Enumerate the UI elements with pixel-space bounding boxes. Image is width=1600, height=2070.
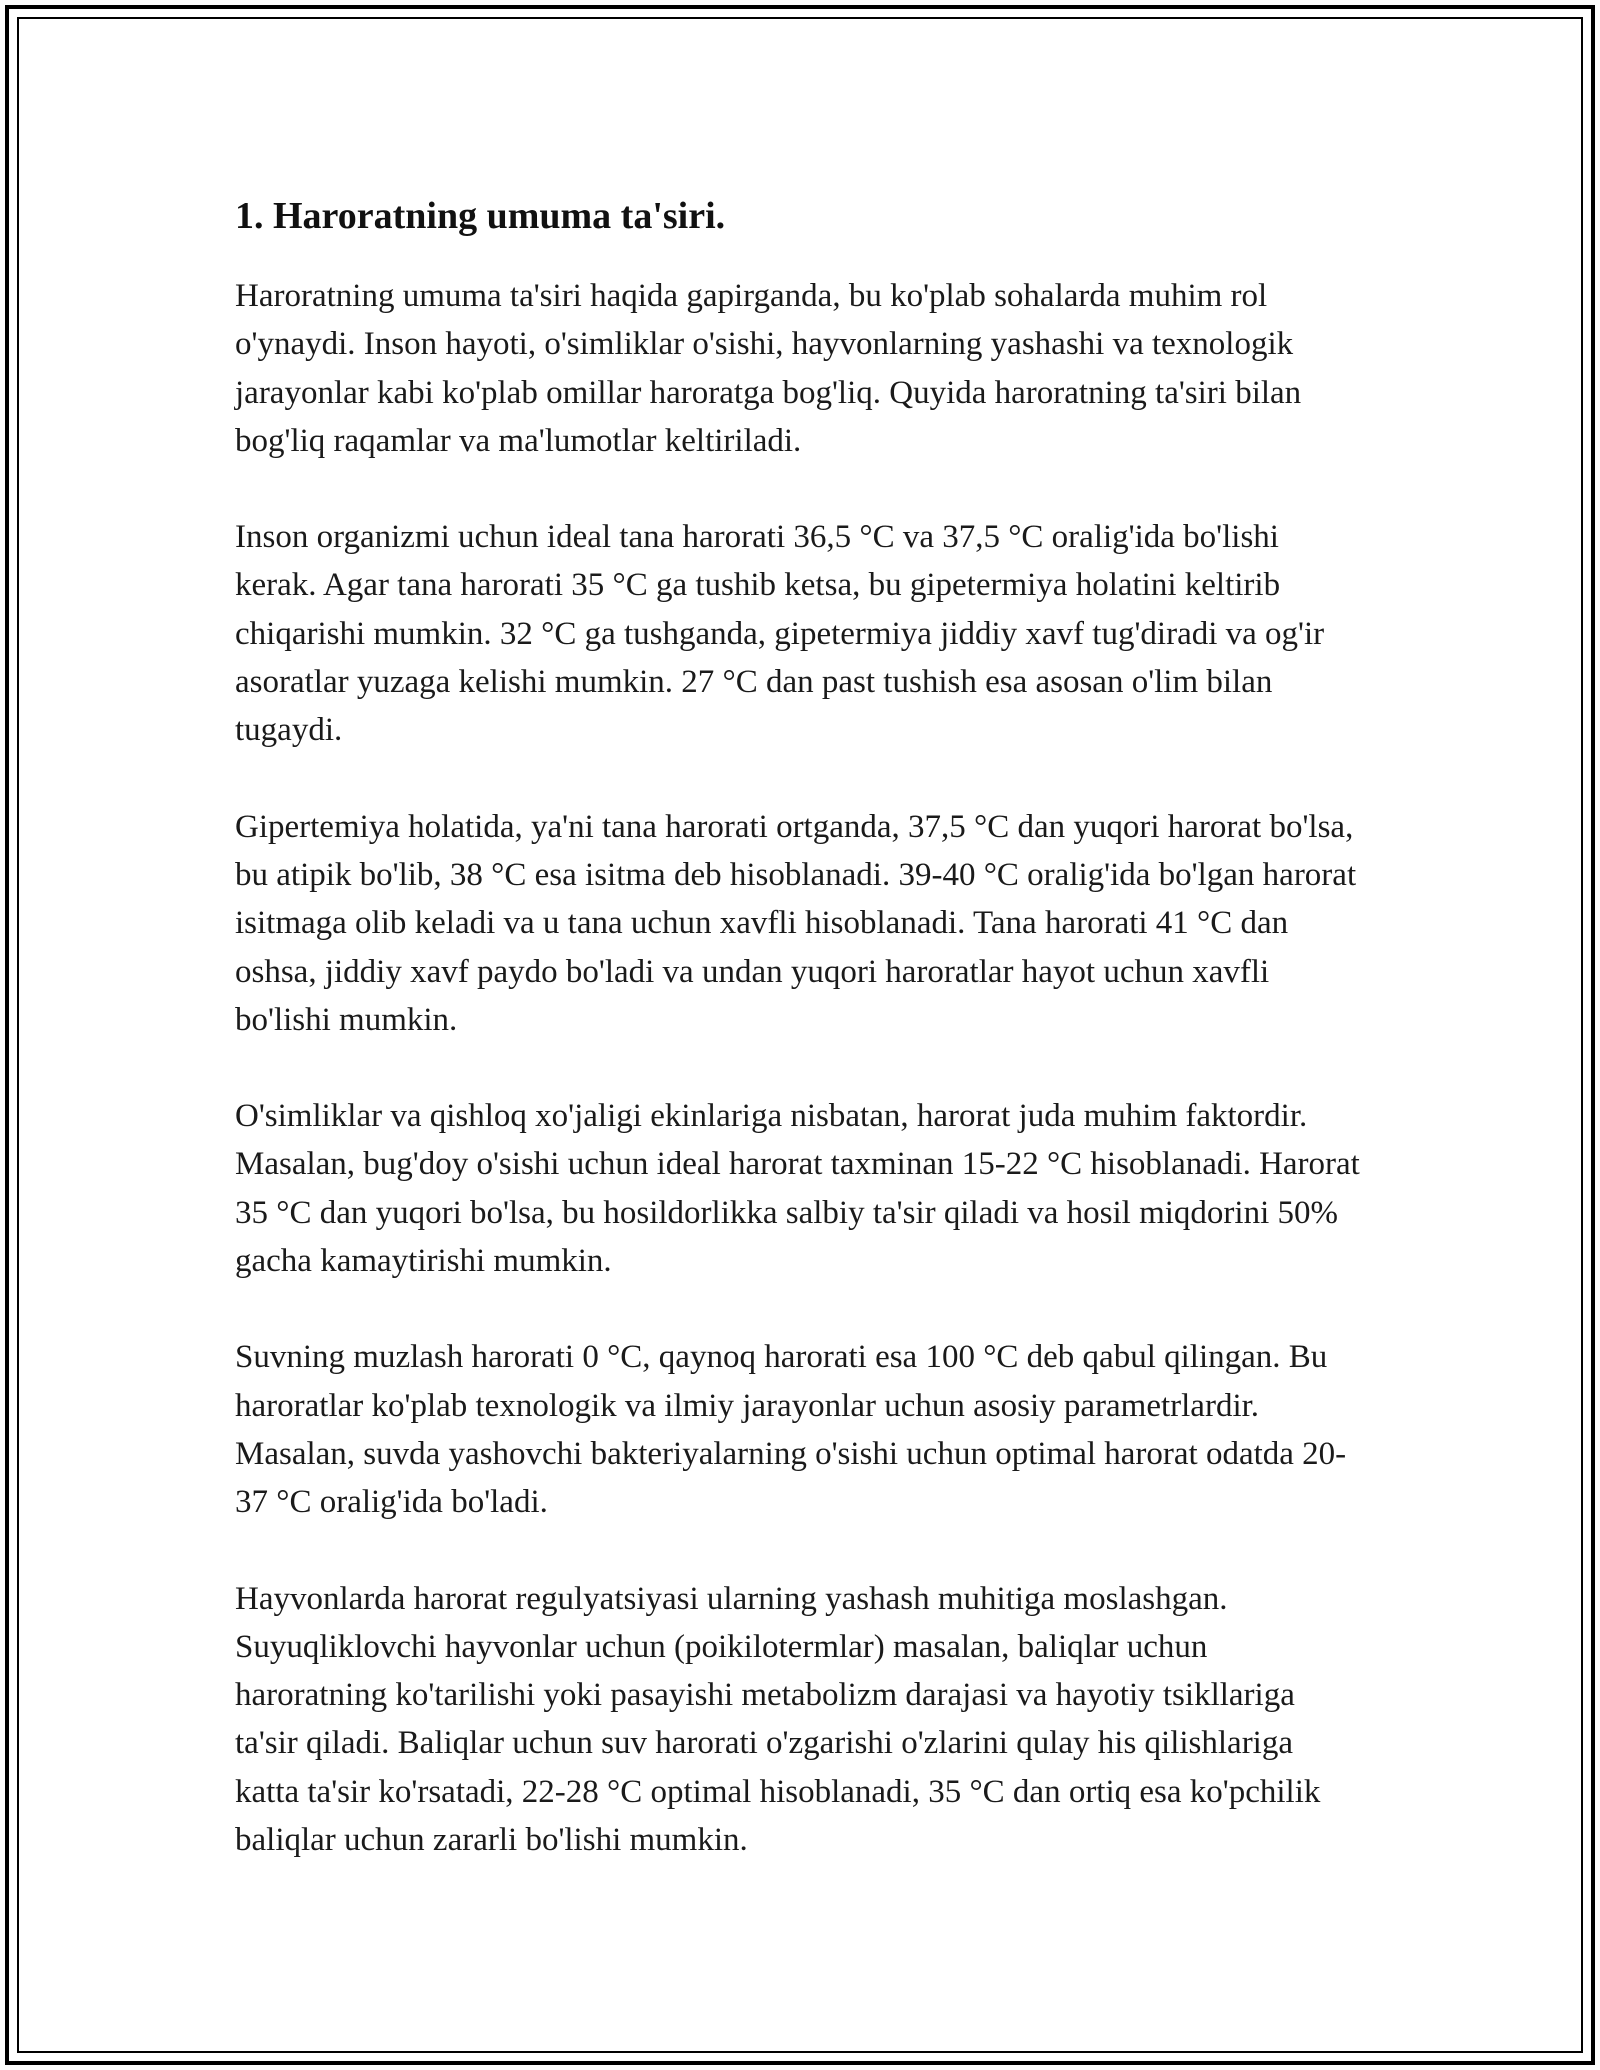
paragraph-water: Suvning muzlash harorati 0 °C, qaynoq harorati esa 100 °C deb qabul qilingan. Bu haroratlar ko'plab texnologik va ilmiy jarayonlar uchun asosiy parametrlardir. Masalan, suvda yashovchi bakteriyalarning o'sishi uchun optimal harorat odatda 20-37 °C oralig'ida bo'ladi.: [235, 1339, 1347, 1521]
paragraph-plants: O'simliklar va qishloq xo'jaligi ekinlariga nisbatan, harorat juda muhim faktordir. Masalan, bug'doy o'sishi uchun ideal harorat taxminan 15-22 °C hisoblanadi. Harorat 35 °C dan yuqori bo'lsa, bu hosildorlikka salbiy ta'sir qiladi va hosil miqdorini 50% gacha kamaytirishi mumkin.: [235, 1098, 1360, 1280]
paragraph-hypothermia: Inson organizmi uchun ideal tana harorati 36,5 °C va 37,5 °C oralig'ida bo'lishi kerak. Agar tana harorati 35 °C ga tushib ketsa, bu gipetermiya holatini keltirib chiqarishi mumkin. 32 °C ga tushganda, gipetermiya jiddiy xavf tug'diradi va og'ir asoratlar yuzaga kelishi mumkin. 27 °C dan past tushish esa asosan o'lim bilan tugaydi.: [235, 519, 1325, 749]
document-body: [235, 188, 1365, 1912]
paragraph-animals: Hayvonlarda harorat regulyatsiyasi ularning yashash muhitiga moslashgan. Suyuqliklovchi hayvonlar uchun (poikilotermlar) masalan, baliqlar uchun haroratning ko'tarilishi yoki pasayishi metabolizm darajasi va hayotiy tsikllariga ta'sir qiladi. Baliqlar uchun suv harorati o'zgarishi o'zlarini qulay his qilishlariga katta ta'sir ko'rsatadi, 22-28 °C optimal hisoblanadi, 35 °C dan ortiq esa ko'pchilik baliqlar uchun zararli bo'lishi mumkin.: [235, 1580, 1321, 1859]
paragraph-intro: Haroratning umuma ta'siri haqida gapirganda, bu ko'plab sohalarda muhim rol o'ynaydi. Inson hayoti, o'simliklar o'sishi, hayvonlarning yashashi va texnologik jarayonlar kabi ko'plab omillar haroratga bog'liq. Quyida haroratning ta'siri bilan bog'liq raqamlar va ma'lumotlar keltiriladi.: [235, 278, 1302, 459]
section-heading: 1. Haroratning umuma ta'siri.: [235, 195, 726, 237]
paragraph-hyperthermia: Gipertemiya holatida, ya'ni tana harorati ortganda, 37,5 °C dan yuqori harorat bo'lsa, bu atipik bo'lib, 38 °C esa isitma deb hisoblanadi. 39-40 °C oralig'ida bo'lgan harorat isitmaga olib keladi va u tana uchun xavfli hisoblanadi. Tana harorati 41 °C dan oshsa, jiddiy xavf paydo bo'ladi va undan yuqori haroratlar hayot uchun xavfli bo'lishi mumkin.: [235, 808, 1357, 1038]
